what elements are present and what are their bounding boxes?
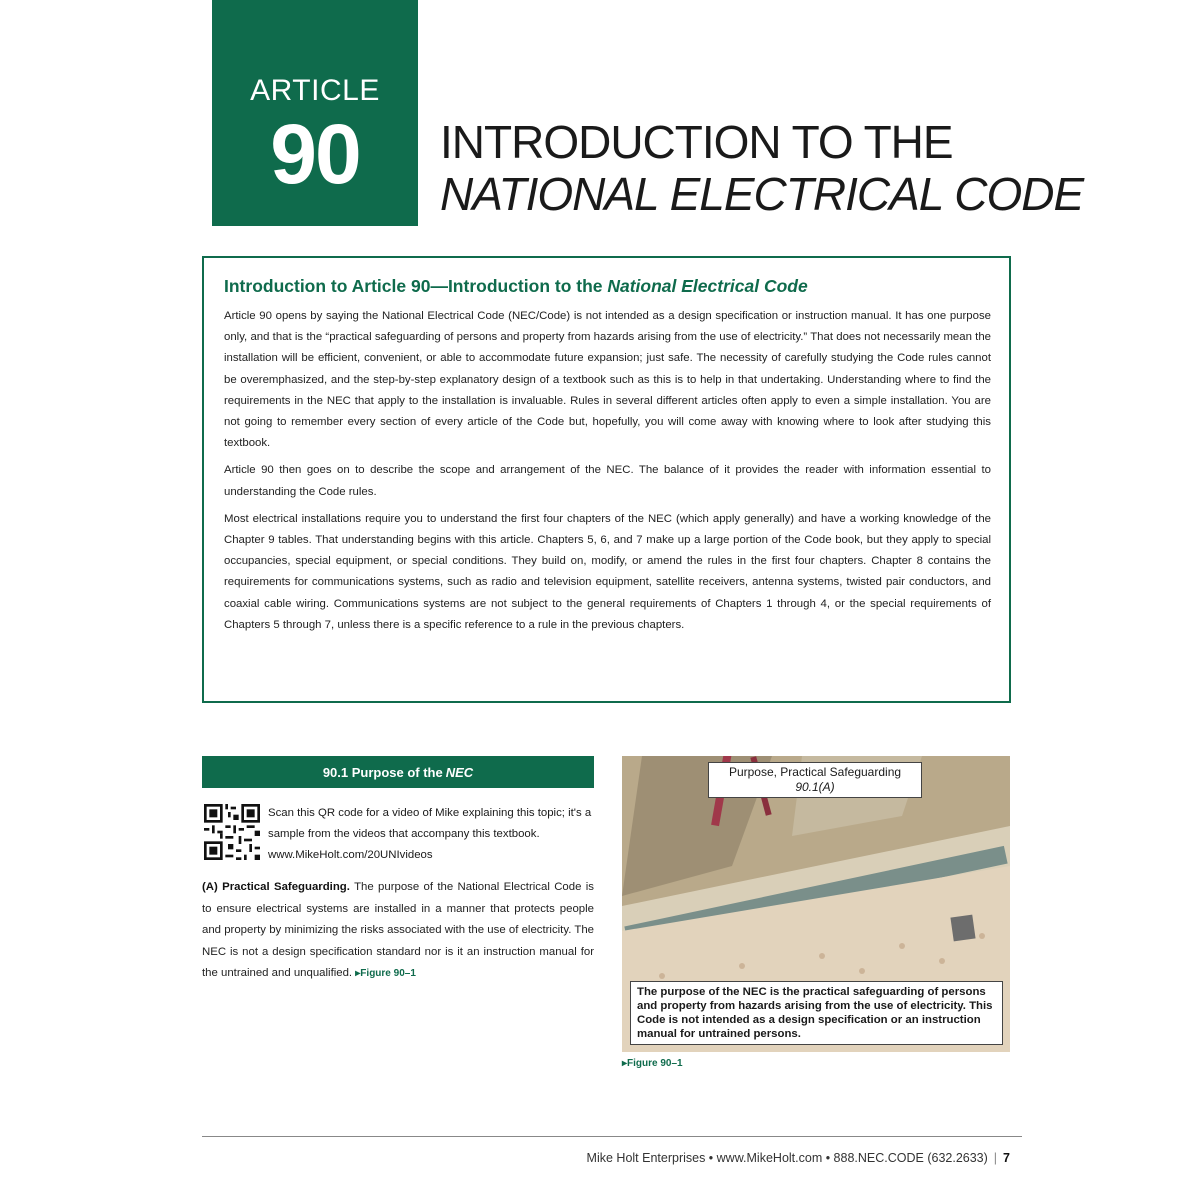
section-body-text: The purpose of the National Electrical Code is to ensure electrical systems are installed in a manner that protects people and property by minimizing the risks associated with the use of electricity. The NEC is not a design specification standard nor is it an instruction manual for the untrained and unqualified. <box>202 881 594 979</box>
article-number: 90 <box>270 107 360 201</box>
figure-reference-link[interactable]: ▸Figure 90–1 <box>355 968 416 979</box>
intro-paragraph-1: Article 90 opens by saying the National Electrical Code (NEC/Code) is not intended as a design specification or instruction manual. It has one purpose only, and that is the “practical safeguarding of persons and property from hazards arising from the use of electricity.” That does not necessarily mean the installation will be efficient, convenient, or able to accommodate future expansion; just safe. The necessity of carefully studying the Code rules cannot be overemphasized, and the step-by-step explanatory design of a textbook such as this is to help in that undertaking. Understanding where to find the requirements in the NEC that apply to the installation is invaluable. Rules in several different articles often apply to even a simple installation. You are not going to remember every section of every article of the Code but, hopefully, you will come away with knowing where to look after studying this textbook. <box>224 310 991 450</box>
footer-separator: | <box>993 1151 998 1165</box>
title-line-1: INTRODUCTION TO THE <box>440 116 953 168</box>
page-number: 7 <box>1003 1151 1010 1165</box>
qr-description: Scan this QR code for a video of Mike explaining this topic; it's a sample from the videos that accompany this textbook. www.MikeHolt.com/20UNIvideos <box>268 807 592 861</box>
article-label: ARTICLE <box>250 74 380 107</box>
section-body <box>202 877 594 985</box>
intro-heading: Introduction to Article 90—Introduction to the National Electrical Code <box>224 276 808 296</box>
qr-code-icon[interactable] <box>204 804 260 860</box>
article-badge <box>212 0 418 226</box>
section-heading: 90.1 Purpose of the NEC <box>202 756 594 788</box>
intro-box <box>202 256 1011 703</box>
section-subhead: (A) Practical Safeguarding. <box>202 881 350 893</box>
page-footer <box>300 1151 1010 1165</box>
footer-divider <box>202 1136 1022 1137</box>
intro-paragraph-2: Article 90 then goes on to describe the scope and arrangement of the NEC. The balance of it provides the reader with information essential to understanding the Code rules. <box>224 464 991 498</box>
page-title <box>440 116 1180 220</box>
title-line-2: NATIONAL ELECTRICAL CODE <box>440 168 1084 220</box>
figure-caption: The purpose of the NEC is the practical safeguarding of persons and property from hazards arising from the use of electricity. This Code is not intended as a design specification or an instruction manual for untrained persons. <box>630 981 1003 1045</box>
figure-label: ▸Figure 90–1 <box>622 1058 683 1069</box>
footer-text: Mike Holt Enterprises • www.MikeHolt.com • 888.NEC.CODE (632.2633) <box>586 1151 988 1165</box>
figure-callout: Purpose, Practical Safeguarding 90.1(A) <box>708 762 922 798</box>
intro-paragraph-3: Most electrical installations require you to understand the first four chapters of the NEC (which apply generally) and have a working knowledge of the Chapter 9 tables. That understanding begins with this article. Chapters 5, 6, and 7 make up a large portion of the Code book, but they apply to special occupancies, special equipment, or special conditions. They build on, modify, or amend the rules in the first four chapters. Chapter 8 contains the requirements for communications systems, such as radio and television equipment, satellite receivers, antenna systems, twisted pair conductors, and coaxial cable wiring. Communications systems are not subject to the general requirements of Chapters 1 through 4, or the special requirements of Chapters 5 through 7, unless there is a specific reference to a rule in the previous chapters. <box>224 512 991 631</box>
